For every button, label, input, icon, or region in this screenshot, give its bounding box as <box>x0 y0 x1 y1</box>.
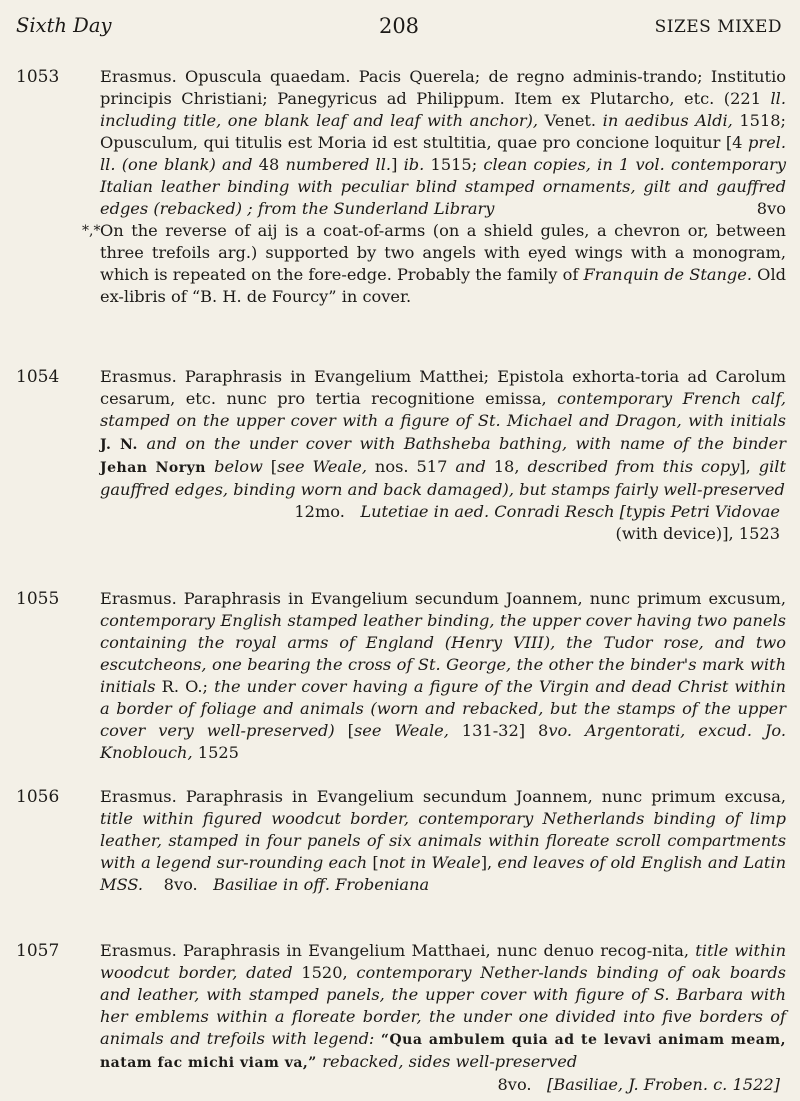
lot-number: 1053 <box>16 67 60 87</box>
author: Erasmus. <box>100 941 177 960</box>
lot-entry-1055 <box>16 588 786 764</box>
lot-description: Erasmus. Paraphrasis in Evangelium secundum Joannem, nunc primum excusum, contemporary English stamped leather binding, the upper cover having two panels containing the royal arms of England (Henry VIII), the Tudor rose, and two escutcheons, one bearing the cross of St. George, the other the binder's mark with initials R. O.; the under cover having a figure of the Virgin and dead Christ within a border of foliage and animals (worn and rebacked, but the stamps of the upper cover very well-preserved) [see Weale, 131-32] 8vo. Argentorati, excud. Jo. Knoblouch, 1525 <box>100 589 786 762</box>
format-size: 12mo. <box>294 502 345 521</box>
lot-number: 1056 <box>16 787 60 807</box>
lot-description: Erasmus. Opuscula quaedam. Pacis Querela; de regno adminis-trando; Institutio principis Christiani; Panegyricus ad Philippum. Item ex Plutarcho, etc. (221 ll. including title, one blank leaf and leaf with anchor), Venet. in aedibus Aldi, 1518; Opusculum, qui titulis est Moria id est stultitia, quae pro concione loquitur [4 prel. ll. (one blank) and 48 numbered ll.] ib. 1515; clean copies, in 1 vol. contemporary Italian leather binding with peculiar blind stamped ornaments, gilt and gauffred edges (rebacked) ; from the Sunderland Library 8vo <box>100 67 787 218</box>
lot-description: Erasmus. Paraphrasis in Evangelium secundum Joannem, nunc primum excusa, title within figured woodcut border, contemporary Netherlands binding of limp leather, stamped in four panels of six animals within floreate scroll compartments with a legend sur-rounding each [not in Weale], end leaves of old English and Latin MSS. 8vo. Basiliae in off. Frobeniana <box>100 787 787 894</box>
author: Erasmus. <box>100 67 177 86</box>
author: Erasmus. <box>100 589 177 608</box>
lot-entry-1057 <box>16 940 786 1096</box>
lot-entry-1053 <box>16 66 786 308</box>
running-head-day: Sixth Day <box>16 14 112 37</box>
format-size: 8vo. <box>163 875 198 894</box>
lot-note: *,* On the reverse of aij is a coat-of-arms (on a shield gules, a chevron or, between three trefoils arg.) supported by two angels with eyed wings with a monogram, which is repeated on the fore-edge. Probably the family of Franquin de Stange. Old ex-libris of “B. H. de Fourcy” in cover. <box>82 221 786 306</box>
lot-imprint: 8vo. [Basiliae, J. Froben. c. 1522] <box>497 1075 780 1094</box>
lot-imprint-date: (with device)], 1523 <box>615 524 780 543</box>
lot-entry-1054 <box>16 366 786 545</box>
author: Erasmus. <box>100 787 177 806</box>
running-head-section: SIZES MIXED <box>654 17 782 37</box>
author: Erasmus. <box>100 367 177 386</box>
lot-number: 1054 <box>16 367 60 387</box>
lot-imprint: 12mo. Lutetiae in aed. Conradi Resch [typis Petri Vidovae <box>294 502 780 521</box>
lot-description: Erasmus. Paraphrasis in Evangelium Matthaei, nunc denuo recog-nita, title within woodcut border, dated 1520, contemporary Nether-lands binding of oak boards and leather, with stamped panels, the upper cover with figure of S. Barbara with her emblems within a floreate border, the under one divided into five borders of animals and trefoils with legend: “Qua ambulem quia ad te levavi animam meam, natam fac michi viam va,” rebacked, sides well-preserved <box>100 941 787 1071</box>
page-header <box>16 14 782 37</box>
note-mark: *,* <box>82 223 101 239</box>
lot-number: 1055 <box>16 589 60 609</box>
lot-entry-1056 <box>16 786 786 896</box>
format-size: 8vo <box>756 199 786 218</box>
imprint-place: Basiliae in off. Frobeniana <box>213 875 430 894</box>
page-number: 208 <box>378 14 420 38</box>
lot-number: 1057 <box>16 941 60 961</box>
format-size: 8vo. <box>497 1075 532 1094</box>
lot-description: Erasmus. Paraphrasis in Evangelium Matthei; Epistola exhorta-toria ad Carolum cesarum, etc. nunc pro tertia recognitione emissa, contemporary French calf, stamped on the upper cover with a figure of St. Michael and Dragon, with initials J. N. and on the under cover with Bathsheba bathing, with name of the binder Jehan Noryn below [see Weale, nos. 517 and 18, described from this copy], gilt gauffred edges, binding worn and back damaged), but stamps fairly well-preserved <box>100 367 787 499</box>
